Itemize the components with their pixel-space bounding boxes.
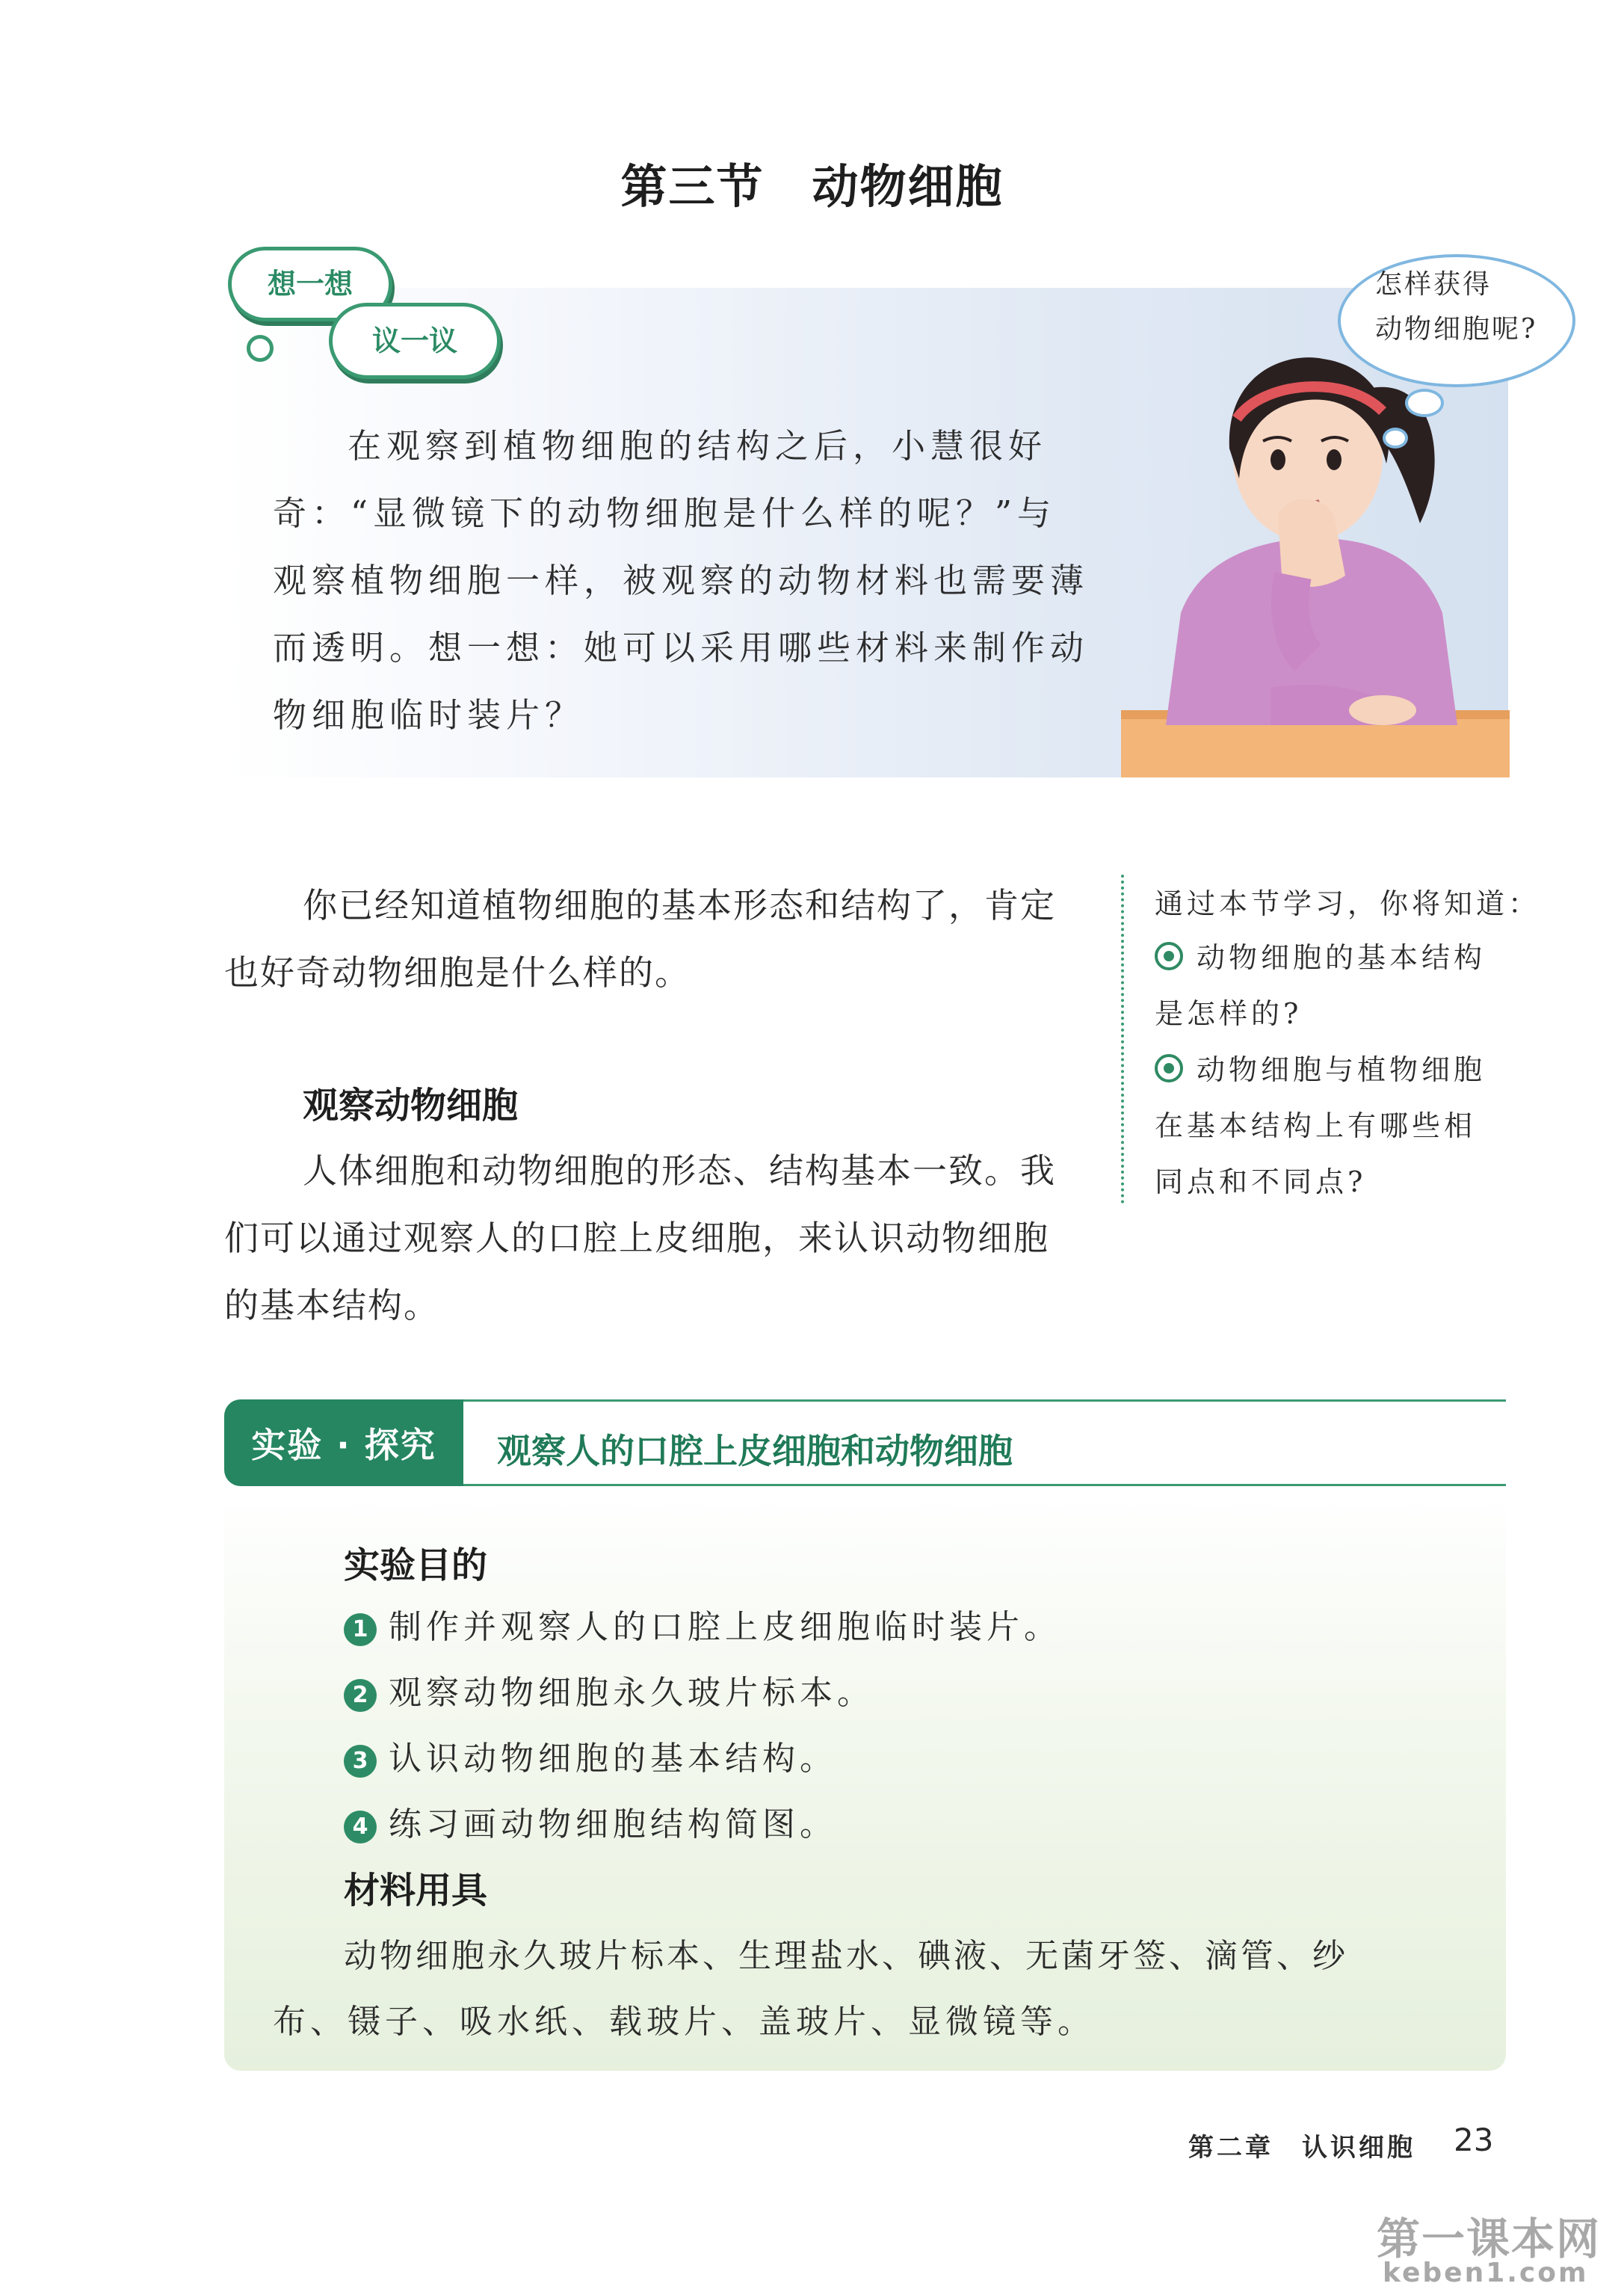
experiment-title: 观察人的口腔上皮细胞和动物细胞: [497, 1431, 1013, 1471]
experiment-tag: 实验 · 探究: [224, 1399, 463, 1486]
experiment-purpose-heading: 实验目的: [344, 1544, 488, 1586]
discuss-badge: [329, 303, 501, 379]
experiment-materials-heading: 材料用具: [344, 1870, 488, 1912]
footer-chapter: 第二章 认识细胞: [1188, 2133, 1415, 2163]
experiment-purpose-item: 2 观察动物细胞永久玻片标本。: [344, 1666, 874, 1713]
number-badge: 3: [344, 1745, 377, 1778]
section-line: 的基本结构。: [224, 1285, 439, 1325]
think-badge-label: 想一想: [267, 268, 353, 301]
intro-line: 物细胞临时装片？: [273, 695, 584, 735]
side-note-item: 动物细胞与植物细胞: [1155, 1047, 1486, 1088]
side-note-item-cont: 同点和不同点?: [1155, 1165, 1367, 1198]
section-heading: 观察动物细胞: [303, 1085, 519, 1127]
thought-bubble-line: 动物细胞呢?: [1375, 314, 1538, 345]
intro-line: 而透明。想一想：她可以采用哪些材料来制作动: [273, 628, 1090, 668]
experiment-materials-line: 动物细胞永久玻片标本、生理盐水、碘液、无菌牙签、滴管、纱: [344, 1937, 1348, 1975]
thought-dot-icon: [1383, 428, 1408, 449]
thought-dot-icon: [1405, 389, 1444, 417]
number-badge: 2: [344, 1679, 377, 1712]
number-badge: 4: [344, 1811, 377, 1843]
side-note-divider: [1121, 875, 1124, 1204]
section-line: 人体细胞和动物细胞的形态、结构基本一致。我: [303, 1150, 1056, 1191]
intro-line: 在观察到植物细胞的结构之后，小慧很好: [348, 426, 1048, 466]
experiment-purpose-item: 1 制作并观察人的口腔上皮细胞临时装片。: [344, 1600, 1061, 1648]
target-bullet-icon: [1155, 942, 1183, 970]
page-number: 23: [1454, 2122, 1494, 2158]
intro-paragraph-line: 你已经知道植物细胞的基本形态和结构了，肯定: [303, 885, 1056, 925]
target-bullet-icon: [1155, 1054, 1183, 1082]
discuss-badge-label: 议一议: [371, 324, 457, 357]
experiment-materials-line: 布、镊子、吸水纸、载玻片、盖玻片、显微镜等。: [273, 2003, 1095, 2041]
watermark-text: 第一课本网: [1377, 2214, 1602, 2264]
experiment-banner-rule: [463, 1399, 1506, 1402]
intro-line: 奇：“显微镜下的动物细胞是什么样的呢？”与: [273, 493, 1057, 533]
side-note-item-cont: 是怎样的?: [1155, 997, 1303, 1030]
intro-line: 观察植物细胞一样，被观察的动物材料也需要薄: [273, 561, 1090, 600]
side-note-item: 动物细胞的基本结构: [1155, 934, 1486, 976]
experiment-purpose-item: 3 认识动物细胞的基本结构。: [344, 1731, 837, 1779]
side-note-item-cont: 在基本结构上有哪些相: [1155, 1109, 1477, 1142]
page-title: 第三节 动物细胞: [620, 159, 1004, 214]
intro-paragraph-line: 也好奇动物细胞是什么样的。: [224, 952, 691, 993]
experiment-banner-rule: [463, 1484, 1506, 1486]
side-note-intro: 通过本节学习，你将知道：: [1155, 887, 1541, 920]
section-line: 们可以通过观察人的口腔上皮细胞，来认识动物细胞: [224, 1218, 1049, 1258]
experiment-purpose-item: 4 练习画动物细胞结构简图。: [344, 1797, 837, 1845]
number-badge: 1: [344, 1613, 377, 1646]
thought-bubble-line: 怎样获得: [1375, 269, 1492, 300]
cloud-dot-icon: [247, 335, 274, 362]
girl-thinking-illustration: [1121, 329, 1510, 777]
watermark-url: keben1.com: [1383, 2258, 1589, 2288]
